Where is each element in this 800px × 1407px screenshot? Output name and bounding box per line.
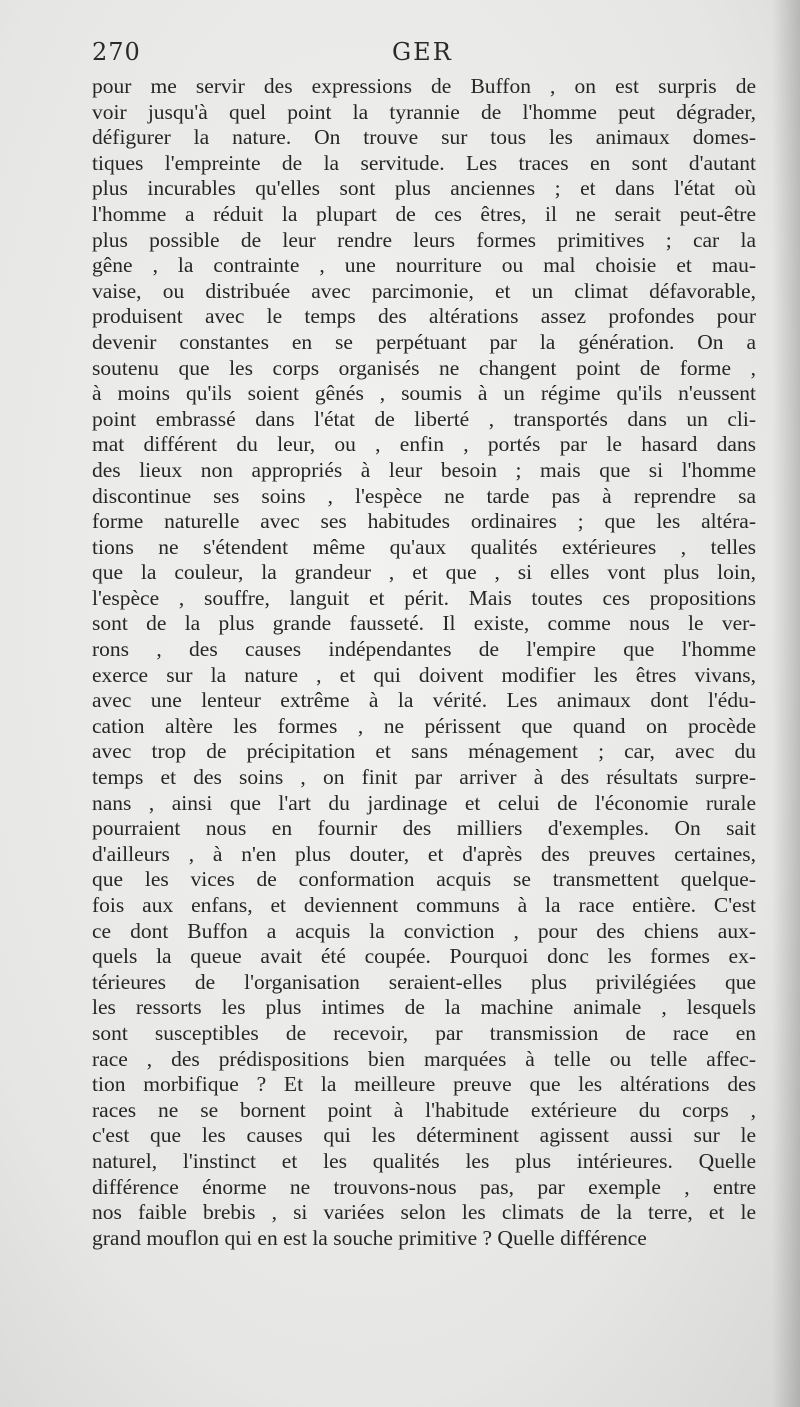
page-edge-shadow xyxy=(772,0,800,1407)
text-line: avec une lenteur extrême à la vérité. Les animaux dont l'édu- xyxy=(92,688,756,713)
text-line: exerce sur la nature , et qui doivent modifier les êtres vivans, xyxy=(92,662,756,687)
text-line: nans , ainsi que l'art du jardinage et celui de l'économie rurale xyxy=(92,790,756,815)
text-line: race , des prédispositions bien marquées à telle ou telle affec- xyxy=(92,1046,756,1071)
text-line: naturel, l'instinct et les qualités les plus intérieures. Quelle xyxy=(92,1148,756,1173)
text-line: pour me servir des expressions de Buffon , on est surpris de xyxy=(92,74,756,98)
body-text xyxy=(92,74,756,1251)
text-line: soutenu que les corps organisés ne changent point de forme , xyxy=(92,355,756,380)
text-line: à moins qu'ils soient gênés , soumis à un régime qu'ils n'eussent xyxy=(92,381,756,406)
text-line: c'est que les causes qui les déterminent agissent aussi sur le xyxy=(92,1123,756,1148)
text-line: plus possible de leur rendre leurs formes primitives ; car la xyxy=(92,227,756,252)
text-line: que la couleur, la grandeur , et que , si elles vont plus loin, xyxy=(92,560,756,585)
text-line: différence énorme ne trouvons-nous pas, par exemple , entre xyxy=(92,1174,756,1199)
page-header xyxy=(92,38,752,74)
text-line: grand mouflon qui en est la souche primitive ? Quelle différence xyxy=(92,1225,647,1250)
text-line: voir jusqu'à quel point la tyrannie de l'homme peut dégrader, xyxy=(92,99,756,124)
text-line: fois aux enfans, et deviennent communs à la race entière. C'est xyxy=(92,893,756,917)
text-line: ce dont Buffon a acquis la conviction , pour des chiens aux- xyxy=(92,918,756,943)
page-number: 270 xyxy=(92,38,141,66)
text-line: pourraient nous en fournir des milliers d'exemples. On sait xyxy=(92,816,756,841)
text-line: cation altère les formes , ne périssent que quand on procède xyxy=(92,713,756,738)
text-line: races ne se bornent point à l'habitude extérieure du corps , xyxy=(92,1097,756,1122)
running-head: GER xyxy=(392,38,453,66)
text-line: rons , des causes indépendantes de l'empire que l'homme xyxy=(92,637,756,662)
text-line: gêne , la contrainte , une nourriture ou mal choisie et mau- xyxy=(92,253,756,278)
text-line: produisent avec le temps des altérations assez profondes pour xyxy=(92,304,756,329)
text-line: d'ailleurs , à n'en plus douter, et d'après des preuves certaines, xyxy=(92,841,756,866)
text-line: forme naturelle avec ses habitudes ordinaires ; que les altéra- xyxy=(92,509,756,534)
text-line: nos faible brebis , si variées selon les climats de la terre, et le xyxy=(92,1200,756,1225)
text-line: point embrassé dans l'état de liberté , transportés dans un cli- xyxy=(92,406,756,431)
text-line: térieures de l'organisation seraient-elles plus privilégiées que xyxy=(92,969,756,994)
text-line: temps et des soins , on finit par arriver à des résultats surpre- xyxy=(92,765,756,790)
text-line: l'espèce , souffre, languit et périt. Mais toutes ces propositions xyxy=(92,585,756,610)
text-line: sont de la plus grande fausseté. Il existe, comme nous le ver- xyxy=(92,611,756,636)
text-line: quels la queue avait été coupée. Pourquoi donc les formes ex- xyxy=(92,944,756,969)
text-line: mat différent du leur, ou , enfin , portés par le hasard dans xyxy=(92,432,756,457)
text-line: tiques l'empreinte de la servitude. Les traces en sont d'autant xyxy=(92,150,756,175)
text-line: discontinue ses soins , l'espèce ne tarde pas à reprendre sa xyxy=(92,483,756,508)
text-line: plus incurables qu'elles sont plus anciennes ; et dans l'état où xyxy=(92,176,756,201)
text-line: des lieux non appropriés à leur besoin ; mais que si l'homme xyxy=(92,457,756,482)
text-line: vaise, ou distribuée avec parcimonie, et un climat défavorable, xyxy=(92,278,756,303)
text-line: tions ne s'étendent même qu'aux qualités extérieures , telles xyxy=(92,534,756,559)
text-line: que les vices de conformation acquis se transmettent quelque- xyxy=(92,867,756,892)
text-line: sont susceptibles de recevoir, par transmission de race en xyxy=(92,1020,756,1045)
text-line: défigurer la nature. On trouve sur tous les animaux domes- xyxy=(92,125,756,150)
text-line: tion morbifique ? Et la meilleure preuve que les altérations des xyxy=(92,1072,756,1097)
text-line: avec trop de précipitation et sans ménagement ; car, avec du xyxy=(92,739,756,764)
text-line: devenir constantes en se perpétuant par la génération. On a xyxy=(92,329,756,354)
text-line: les ressorts les plus intimes de la machine animale , lesquels xyxy=(92,995,756,1020)
text-line: l'homme a réduit la plupart de ces êtres, il ne serait peut-être xyxy=(92,201,756,226)
